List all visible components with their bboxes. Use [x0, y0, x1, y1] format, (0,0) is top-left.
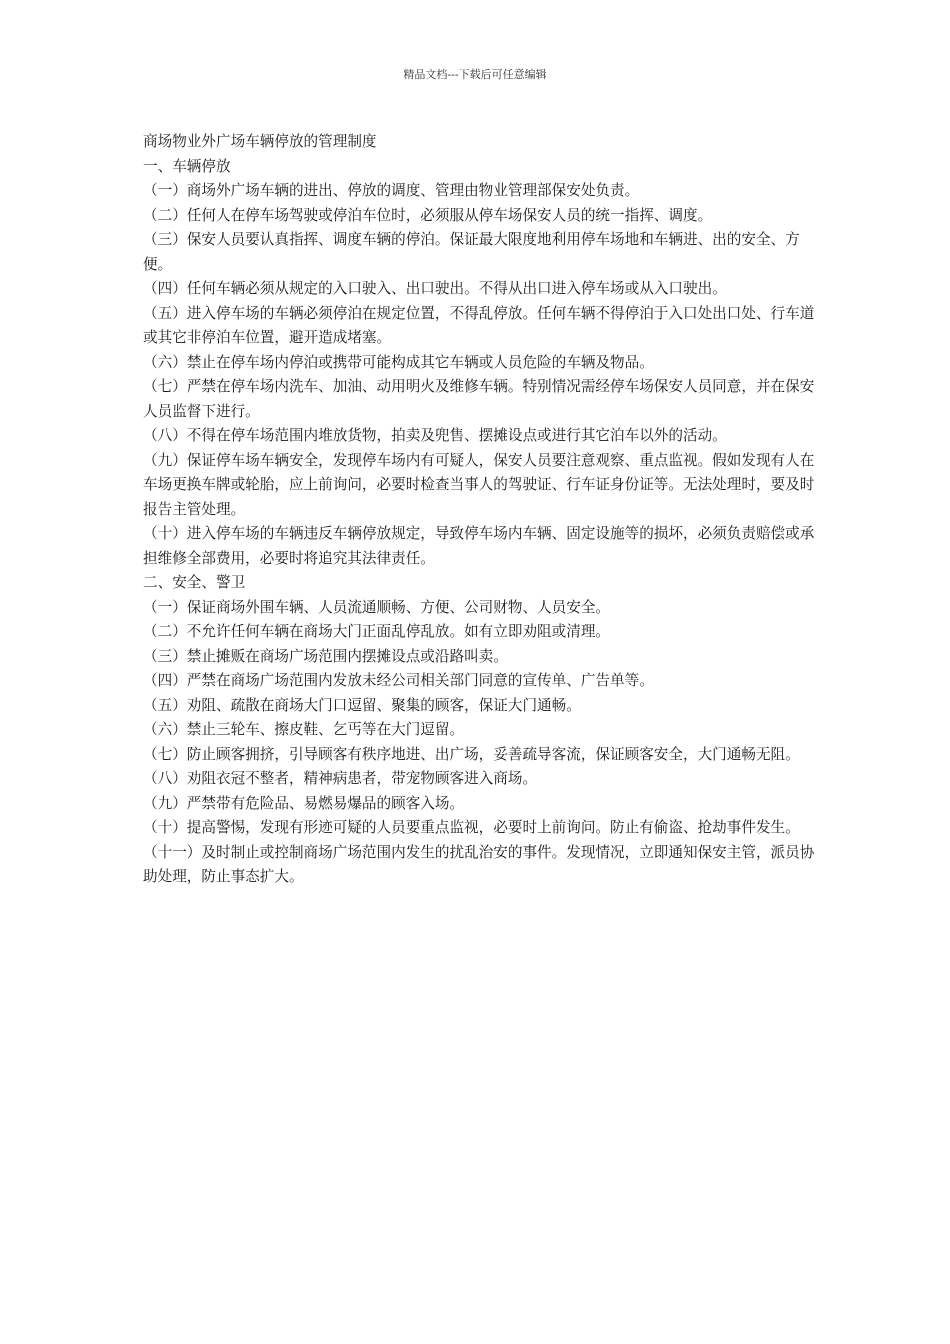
paragraph-item: （二）不允许任何车辆在商场大门正面乱停乱放。如有立即劝阻或清理。 [143, 623, 611, 640]
paragraph-item: （六）禁止三轮车、擦皮鞋、乞丐等在大门逗留。 [143, 721, 465, 738]
paragraph-item: （三）禁止摊贩在商场广场范围内摆摊设点或沿路叫卖。 [143, 647, 508, 665]
paragraph-item: （六）禁止在停车场内停泊或携带可能构成其它车辆或人员危险的车辆及物品。 [143, 353, 654, 371]
paragraph-item: （二）任何人在停车场驾驶或停泊车位时，必须服从停车场保安人员的统一指挥、调度。 [143, 206, 713, 224]
paragraph-item: （五）进入停车场的车辆必须停泊在规定位置，不得乱停放。任何车辆不得停泊于入口处出口处、行车道或其它非停泊车位置，避开造成堵塞。 [143, 304, 815, 346]
paragraph-item: （四）严禁在商场广场范围内发放未经公司相关部门同意的宣传单、广告单等。 [143, 672, 654, 689]
paragraph-item: （八）劝阻衣冠不整者，精神病患者，带宠物顾客进入商场。 [143, 770, 538, 787]
paragraph-item: （一）商场外广场车辆的进出、停放的调度、管理由物业管理部保安处负责。 [143, 182, 640, 199]
paragraph-item: （九）保证停车场车辆安全，发现停车场内有可疑人，保安人员要注意观察、重点监视。假如发现有人在车场更换车牌或轮胎，应上前询问，必要时检查当事人的驾驶证、行车证身份证等。无法处理时，要及时报告主管处理。 [143, 451, 815, 518]
paragraph-item: （十一）及时制止或控制商场广场范围内发生的扰乱治安的事件。发现情况，立即通知保安主管，派员协助处理，防止事态扩大。 [143, 843, 815, 885]
document-body [143, 130, 815, 890]
section-heading-parking: 一、车辆停放 [143, 157, 231, 175]
page-header: 精品文档---下载后可任意编辑 [403, 68, 547, 81]
paragraph-item: （九）严禁带有危险品、易燃易爆品的顾客入场。 [143, 794, 465, 812]
paragraph-item: （十）提高警惕，发现有形迹可疑的人员要重点监视，必要时上前询问。防止有偷盗、抢劫事件发生。 [143, 819, 800, 836]
paragraph-item: （五）劝阻、疏散在商场大门口逗留、聚集的顾客，保证大门通畅。 [143, 696, 581, 714]
paragraph-item: （八）不得在停车场范围内堆放货物，拍卖及兜售、摆摊设点或进行其它泊车以外的活动。 [143, 427, 727, 444]
paragraph-item: （七）防止顾客拥挤，引导顾客有秩序地进、出广场，妥善疏导客流，保证顾客安全，大门通畅无阻。 [143, 745, 800, 763]
paragraph-item: （十）进入停车场的车辆违反车辆停放规定，导致停车场内车辆、固定设施等的损坏，必须负责赔偿或承担维修全部费用，必要时将追究其法律责任。 [143, 525, 815, 567]
paragraph-item: （七）严禁在停车场内洗车、加油、动用明火及维修车辆。特别情况需经停车场保安人员同意，并在保安人员监督下进行。 [143, 378, 815, 420]
paragraph-item: （三）保安人员要认真指挥、调度车辆的停泊。保证最大限度地利用停车场地和车辆进、出的安全、方便。 [143, 231, 800, 273]
document-title: 商场物业外广场车辆停放的管理制度 [143, 133, 377, 150]
paragraph-item: （四）任何车辆必须从规定的入口驶入、出口驶出。不得从出口进入停车场或从入口驶出。 [143, 280, 727, 297]
paragraph-item: （一）保证商场外围车辆、人员流通顺畅、方便、公司财物、人员安全。 [143, 598, 611, 616]
section-heading-security: 二、安全、警卫 [143, 574, 246, 591]
